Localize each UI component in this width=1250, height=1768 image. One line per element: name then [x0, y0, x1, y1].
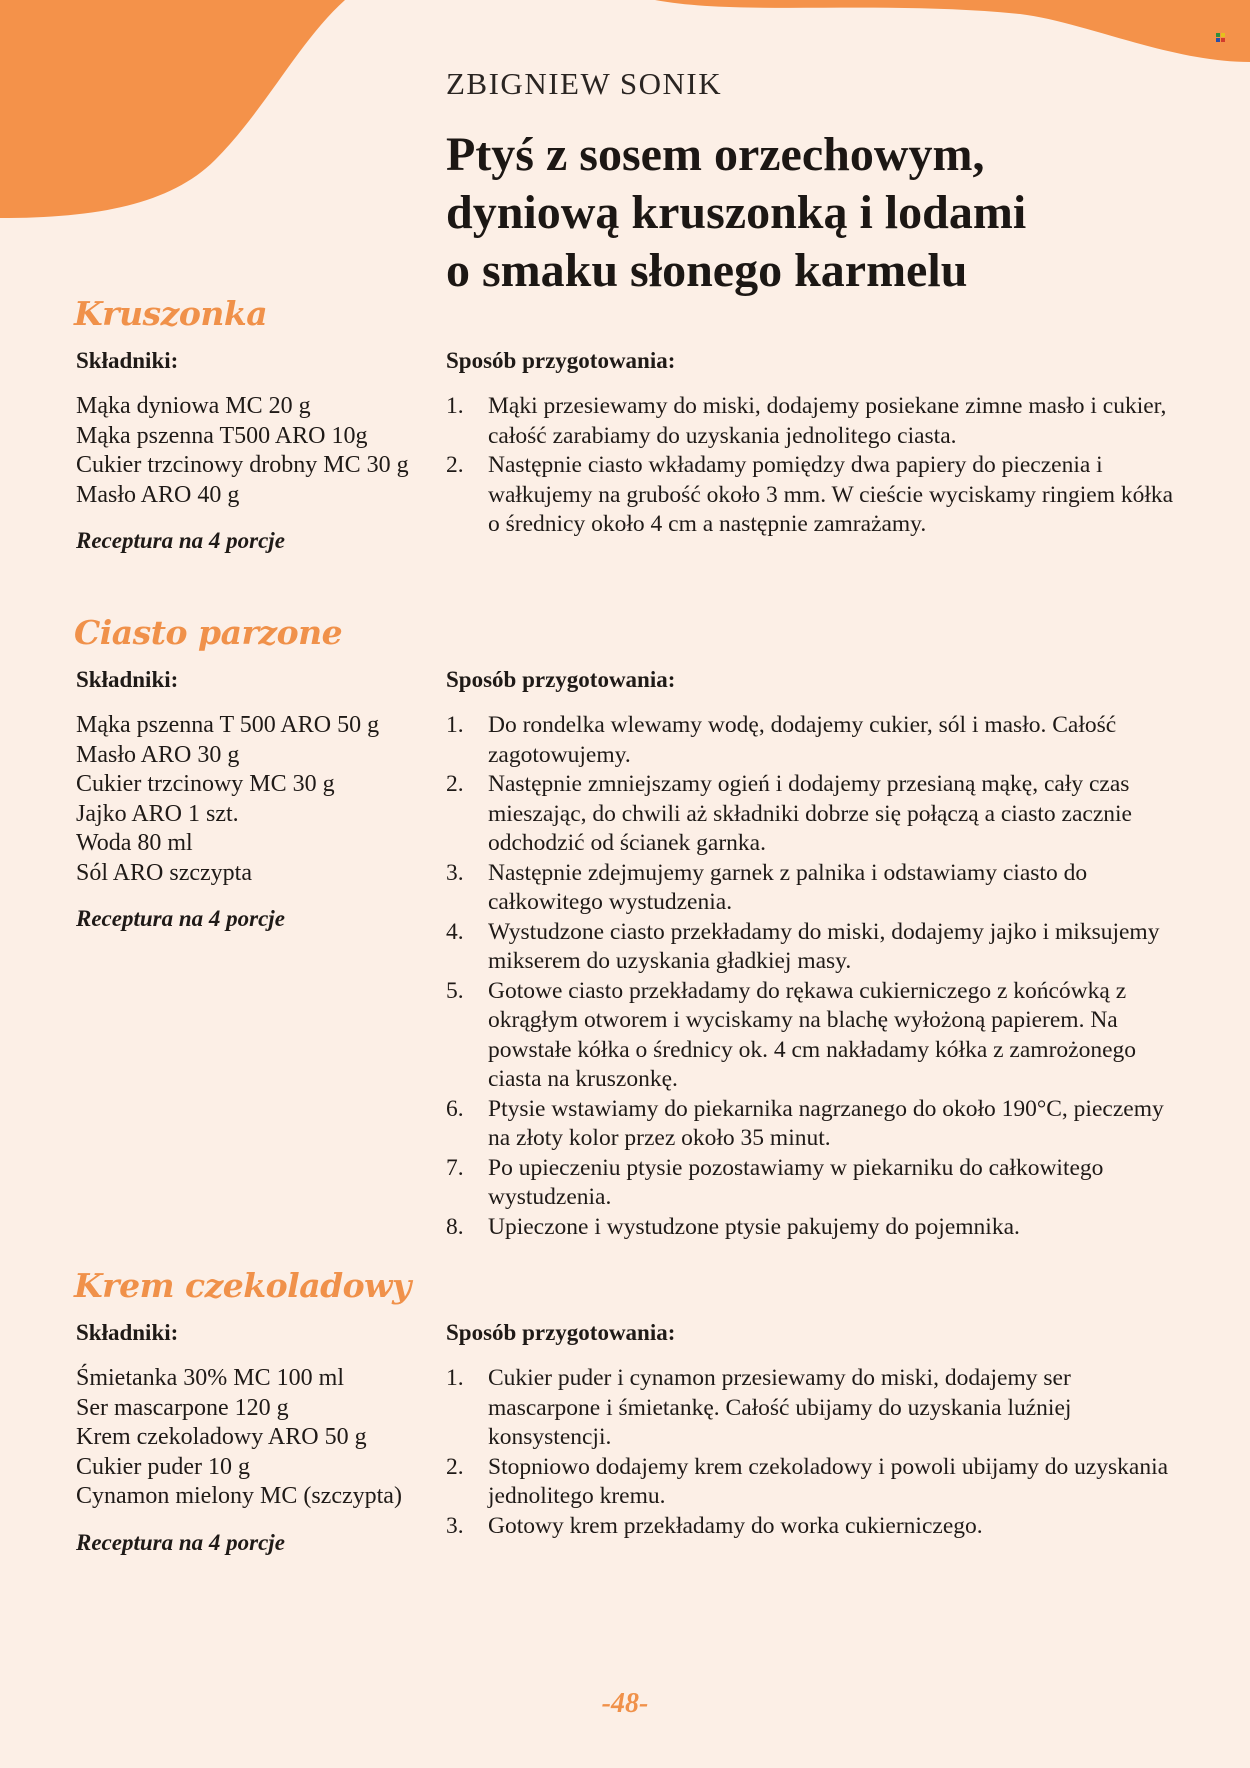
ingredient-item: Mąka dyniowa MC 20 g: [76, 393, 311, 419]
section-title-kruszonka: Kruszonka: [74, 294, 268, 333]
ingredients-list: [76, 1364, 402, 1512]
step-number: 2.: [446, 771, 464, 797]
color-dots-icon: [1216, 33, 1226, 43]
method-step: [446, 392, 1176, 451]
step-number: 3.: [446, 859, 464, 886]
method-step: [446, 918, 1176, 977]
step-text: Cukier puder i cynamon przesiewamy do miski, dodajemy ser mascarpone i śmietankę. Całość ubijamy do uzyskania luźniej konsystencji.: [488, 1365, 1072, 1450]
method-step: [446, 451, 1176, 540]
method-step: [446, 711, 1176, 770]
step-number: 1.: [446, 393, 464, 419]
section-title-ciasto-parzone: Ciasto parzone: [74, 613, 343, 652]
ingredient-item: Masło ARO 30 g: [76, 741, 240, 768]
portions-note: Receptura na 4 porcje: [76, 906, 285, 931]
ingredients-label: Składniki:: [76, 667, 179, 692]
title-line: o smaku słonego karmelu: [446, 244, 968, 297]
ingredient-item: Śmietanka 30% MC 100 ml: [76, 1365, 344, 1391]
portions-note: Receptura na 4 porcje: [76, 528, 285, 553]
step-number: 3.: [446, 1512, 464, 1539]
method-label: Sposób przygotowania:: [446, 1320, 676, 1345]
step-number: 2.: [446, 452, 464, 478]
method-steps: [446, 1364, 1176, 1541]
ingredient-item: Cukier puder 10 g: [76, 1453, 250, 1480]
ingredient-item: Mąka pszenna T500 ARO 10g: [76, 422, 368, 449]
step-number: 6.: [446, 1095, 464, 1122]
step-number: 1.: [446, 712, 464, 738]
ingredients-list: [76, 392, 409, 510]
step-text: Po upieczeniu ptysie pozostawiamy w piekarniku do całkowitego wystudzenia.: [488, 1154, 1104, 1210]
ingredient-item: Cynamon mielony MC (szczypta): [76, 1483, 402, 1509]
method-step: [446, 1453, 1176, 1512]
ingredient-item: Mąka pszenna T 500 ARO 50 g: [76, 712, 380, 738]
ingredient-item: Ser mascarpone 120 g: [76, 1394, 289, 1421]
method-step: [446, 977, 1176, 1095]
ingredient-item: Cukier trzcinowy drobny MC 30 g: [76, 452, 409, 478]
step-text: Upieczone i wystudzone ptysie pakujemy do pojemnika.: [488, 1213, 1020, 1240]
ingredients-label: Składniki:: [76, 1320, 179, 1345]
step-number: 1.: [446, 1365, 464, 1391]
author-name: ZBIGNIEW SONIK: [446, 66, 723, 101]
title-line: dyniową kruszonką i lodami: [446, 186, 1027, 239]
step-text: Do rondelka wlewamy wodę, dodajemy cukier, sól i masło. Całość zagotowujemy.: [488, 712, 1117, 768]
method-step: [446, 859, 1176, 918]
step-text: Następnie zdejmujemy garnek z palnika i odstawiamy ciasto do całkowitego wystudzenia.: [488, 859, 1088, 915]
step-text: Stopniowo dodajemy krem czekoladowy i powoli ubijamy do uzyskania jednolitego kremu.: [488, 1453, 1169, 1509]
ingredient-item: Jajko ARO 1 szt.: [76, 800, 239, 827]
recipe-title: [446, 126, 1206, 300]
step-text: Następnie ciasto wkładamy pomiędzy dwa papiery do pieczenia i wałkujemy na grubość około 3 mm. W cieście wyciskamy ringiem kółka o średnicy około 4 cm a następnie zamrażamy.: [488, 452, 1174, 537]
method-step: [446, 1095, 1176, 1154]
step-text: Następnie zmniejszamy ogień i dodajemy przesianą mąkę, cały czas mieszając, do chwili aż składniki dobrze się połączą a ciasto zacznie odchodzić od ścianek garnka.: [488, 771, 1132, 856]
ingredient-item: Masło ARO 40 g: [76, 481, 240, 508]
method-step: [446, 1213, 1176, 1243]
method-step: [446, 1512, 1176, 1542]
step-text: Mąki przesiewamy do miski, dodajemy posiekane zimne masło i cukier, całość zarabiamy do uzyskania jednolitego ciasta.: [488, 393, 1167, 449]
step-number: 8.: [446, 1213, 464, 1240]
step-number: 7.: [446, 1154, 464, 1181]
ingredient-item: Woda 80 ml: [76, 830, 193, 856]
ingredient-item: Krem czekoladowy ARO 50 g: [76, 1424, 367, 1450]
method-steps: [446, 711, 1176, 1242]
ingredient-item: Cukier trzcinowy MC 30 g: [76, 771, 335, 797]
method-steps: [446, 392, 1176, 540]
step-text: Ptysie wstawiamy do piekarnika nagrzanego do około 190°C, pieczemy na złoty kolor przez około 35 minut.: [488, 1095, 1164, 1151]
step-number: 4.: [446, 918, 464, 945]
step-text: Gotowy krem przekładamy do worka cukierniczego.: [488, 1512, 983, 1539]
title-line: Ptyś z sosem orzechowym,: [446, 128, 985, 181]
page-number: -48-: [601, 1688, 649, 1719]
step-number: 2.: [446, 1453, 464, 1480]
ingredient-item: Sól ARO szczypta: [76, 859, 252, 886]
method-label: Sposób przygotowania:: [446, 348, 676, 373]
method-label: Sposób przygotowania:: [446, 667, 676, 692]
ingredients-list: [76, 711, 379, 888]
section-title-krem-czekoladowy: Krem czekoladowy: [74, 1266, 411, 1305]
step-number: 5.: [446, 977, 464, 1004]
method-step: [446, 1154, 1176, 1213]
method-step: [446, 770, 1176, 859]
ingredients-label: Składniki:: [76, 348, 179, 373]
step-text: Wystudzone ciasto przekładamy do miski, dodajemy jajko i miksujemy mikserem do uzyskania gładkiej masy.: [488, 918, 1160, 974]
method-step: [446, 1364, 1176, 1453]
step-text: Gotowe ciasto przekładamy do rękawa cukierniczego z końcówką z okrągłym otworem i wyciskamy na blachę wyłożoną papierem. Na powstałe kółka o średnicy ok. 4 cm nakładamy kółka z zamrożonego ciasta na kruszonkę.: [488, 977, 1137, 1092]
portions-note: Receptura na 4 porcje: [76, 1530, 285, 1555]
